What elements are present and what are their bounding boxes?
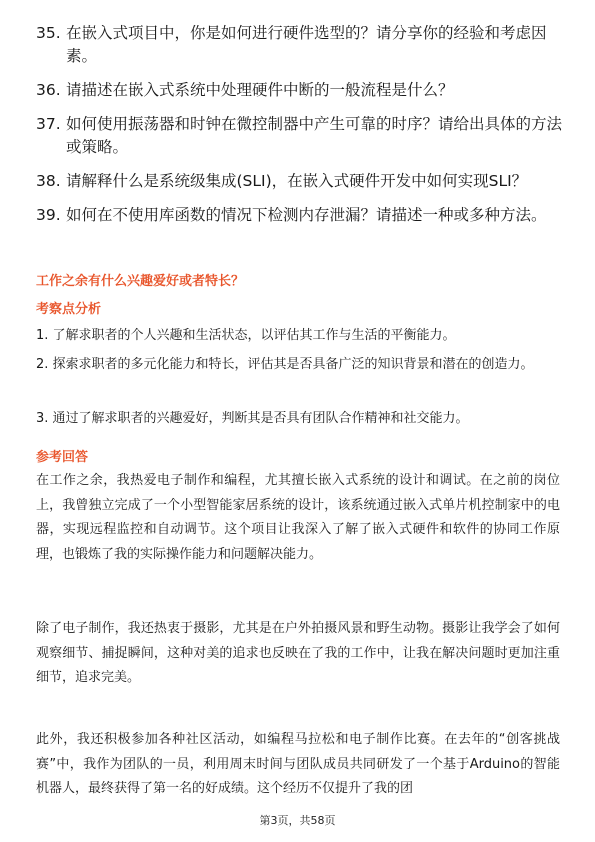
- answer-paragraph: 此外，我还积极参加各种社区活动，如编程马拉松和电子制作比赛。在去年的“创客挑战赛”中，我作为团队的一员，利用周末时间与团队成员共同研发了一个基于Arduino的智能机器人，最终获得了第一名的好成绩。这个经历不仅提升了我的团: [36, 732, 560, 796]
- question-number: 35.: [36, 24, 61, 42]
- question-item: [36, 170, 566, 193]
- answer-paragraph: 除了电子制作，我还热衷于摄影，尤其是在户外拍摄风景和野生动物。摄影让我学会了如何观察细节、捕捉瞬间，这种对美的追求也反映在了我的工作中，让我在解决问题时更加注重细节，追求完美。: [36, 621, 560, 685]
- question-item: [36, 22, 566, 68]
- question-item: [36, 113, 566, 159]
- question-list: [36, 22, 566, 238]
- question-number: 38.: [36, 172, 61, 190]
- question-item: [36, 204, 566, 227]
- analysis-point: 3. 通过了解求职者的兴趣爱好，判断其是否具有团队合作精神和社交能力。: [36, 411, 469, 426]
- question-item: [36, 79, 566, 102]
- question-text: 如何使用振荡器和时钟在微控制器中产生可靠的时序？请给出具体的方法或策略。: [66, 115, 563, 156]
- answer-paragraph: 在工作之余，我热爱电子制作和编程，尤其擅长嵌入式系统的设计和调试。在之前的岗位上，我曾独立完成了一个小型智能家居系统的设计，该系统通过嵌入式单片机控制家中的电器，实现远程监控和自动调节。这个项目让我深入了解了嵌入式硬件和软件的协同工作原理，也锻炼了我的实际操作能力和问题解决能力。: [36, 473, 560, 562]
- question-number: 39.: [36, 206, 61, 224]
- question-text: 在嵌入式项目中，你是如何进行硬件选型的？请分享你的经验和考虑因素。: [66, 24, 547, 65]
- question-number: 36.: [36, 81, 61, 99]
- question-text: 请解释什么是系统级集成(SLI)，在嵌入式硬件开发中如何实现SLI？: [66, 172, 528, 190]
- question-text: 如何在不使用库函数的情况下检测内存泄漏？请描述一种或多种方法。: [66, 206, 547, 224]
- section-title: 工作之余有什么兴趣爱好或者特长？: [36, 274, 245, 289]
- analysis-heading: 考察点分析: [36, 302, 102, 317]
- page-number: 第3页，共58页: [259, 814, 336, 827]
- question-number: 37.: [36, 115, 61, 133]
- question-text: 请描述在嵌入式系统中处理硬件中断的一般流程是什么？: [66, 81, 454, 99]
- analysis-point: 2. 探索求职者的多元化能力和特长，评估其是否具备广泛的知识背景和潜在的创造力。: [36, 357, 534, 372]
- answer-heading: 参考回答: [36, 450, 89, 465]
- analysis-point: 1. 了解求职者的个人兴趣和生活状态，以评估其工作与生活的平衡能力。: [36, 328, 456, 343]
